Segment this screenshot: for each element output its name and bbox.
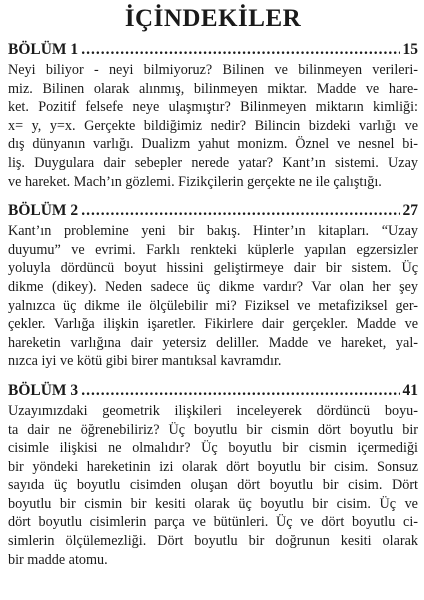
summary-line: nızca iyi ve kötü gibi birer mantıksal kavramdır. <box>8 353 282 370</box>
summary-line: Neyi biliyor - neyi bilmiyoruz? Bilinen ve bilinmeyen verileri- <box>8 62 418 78</box>
leader-dots <box>81 39 399 61</box>
summary-line: Kant’ın problemine yeni bir bakış. Hinter’ın kitapları. “Uzay <box>8 223 418 240</box>
chapter-summary <box>8 222 418 371</box>
summary-line: duyumu” ve evrimi. Farklı renkteki küplerle yapılan egzersizler <box>8 241 418 258</box>
chapter-entry <box>8 39 418 191</box>
leader-dots <box>81 200 399 222</box>
chapter-entry <box>8 200 418 371</box>
summary-line: boyutlu bir cismin bir kesiti olarak üç boyutlu bir cisim. Üç ve <box>8 495 418 512</box>
chapter-heading[interactable] <box>8 380 418 402</box>
summary-line: yoluyla dördüncü boyut hissini geliştirmeye dair bir sistem. Üç <box>8 260 418 277</box>
summary-line: liş. Duygulara dair sebepler nerede yatar? Kant’ın sistemi. Uzay <box>8 154 418 171</box>
summary-line: dış dünyanın varlığı. Dualizm yahut monizm. Öznel ve nesnel bi- <box>8 136 418 153</box>
summary-line: x= y, y=x. Gerçekte bildiğimiz nedir? Bilincin bizdeki varlığı ve <box>8 117 418 134</box>
summary-line: simlerin ölçülemezliği. Dört boyutlu bir doğrunun kesiti olarak <box>8 533 418 550</box>
chapter-page-number: 15 <box>402 41 418 58</box>
summary-line: yalnızca üç dikme ile ölçülebilir mi? Fiziksel ve metafiziksel ger- <box>8 297 418 314</box>
summary-line: dört boyutlu cisimlerin parça ve bütünleri. Üç ve dört boyutlu ci- <box>8 514 418 531</box>
summary-line: cisimle ilişkisi ne olmalıdır? Üç boyutlu bir cismin içermediği <box>8 440 418 457</box>
summary-line: miz. Bilinen olarak alınmış, bilinmeyen miktar. Madde ve hare- <box>8 80 418 97</box>
chapter-summary <box>8 402 418 569</box>
chapter-heading[interactable] <box>8 200 418 222</box>
chapter-page-number: 27 <box>402 202 418 220</box>
summary-line: sayıda üç boyutlu cisimden oluşan dört boyutlu bir cisim. Dört <box>8 477 418 494</box>
chapter-label: BÖLÜM 2 <box>8 202 79 220</box>
summary-line: bir yöndeki hareketinin izi olarak dört boyutlu bir cisim. Sonsuz <box>8 458 418 475</box>
summary-line: dikme (dikey). Neden sadece üç dikme vardır? Var olan her şey <box>8 278 418 295</box>
chapter-page-number: 41 <box>402 381 418 399</box>
summary-line: hareketin varlığına dair yetersiz deliller. Madde ve hareket, yal- <box>8 334 418 351</box>
chapter-label: BÖLÜM 3 <box>8 381 79 399</box>
summary-line: çekler. Varlığa ilişkin işaretler. Fikirlere dair gerçekler. Madde ve <box>8 316 418 333</box>
summary-line: ta dair ne öğrenebiliriz? Üç boyutlu bir cismin dört boyutlu bir <box>8 421 418 438</box>
leader-dots <box>81 380 399 402</box>
chapter-entry <box>8 380 418 569</box>
chapter-label: BÖLÜM 1 <box>8 41 79 58</box>
chapter-summary <box>8 61 418 191</box>
chapter-heading[interactable] <box>8 39 418 61</box>
summary-line: ket. Pozitif felsefe neye ulaşmıştır? Bilinmeyen miktarın kimliği: <box>8 99 418 116</box>
summary-line: Uzayımızdaki geometrik ilişkileri inceleyerek dördüncü boyu- <box>8 402 418 419</box>
page-title: İÇİNDEKİLER <box>124 5 302 32</box>
summary-line: ve hareket. Mach’ın gözlemi. Fizikçilerin gerçekte ne ile çalıştığı. <box>8 173 382 190</box>
summary-line: bir madde atomu. <box>8 551 108 568</box>
chapter-list <box>8 39 418 569</box>
